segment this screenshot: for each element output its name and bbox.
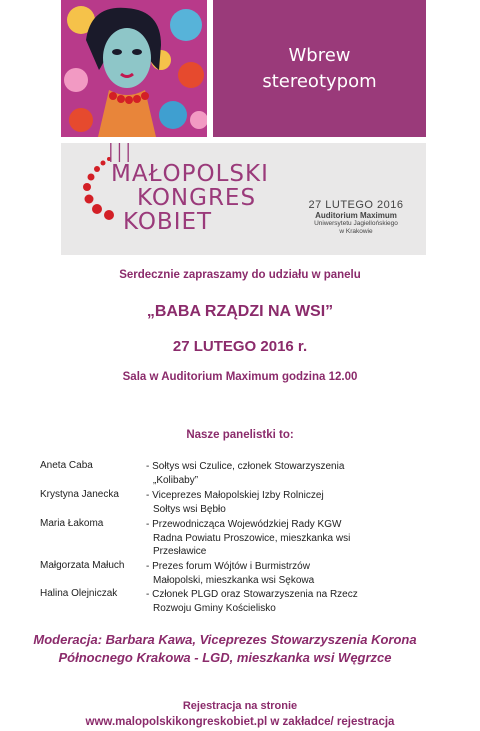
panelist-role-line: „Kolibaby” — [153, 474, 199, 486]
congress-venue: Auditorium Maximum — [315, 211, 397, 220]
panelist-name: Halina Olejniczak — [40, 588, 118, 599]
moderation-line-2: Północnego Krakowa - LGD, mieszkanka wsi Węgrzce — [58, 650, 392, 665]
panelist-role-line: - Przewodnicząca Wojewódzkiej Rady KGW — [146, 519, 342, 530]
panelist-role-line: - Viceprezes Małopolskiej Izby Rolniczej — [146, 490, 324, 501]
registration-label: Rejestracja na stronie — [182, 700, 298, 712]
slogan-line-2: stereotypom — [262, 70, 377, 92]
congress-name-line-3: KOBIET — [123, 209, 213, 235]
panelist-role — [146, 489, 324, 516]
registration-link[interactable]: www.malopolskikongreskobiet.pl w zakładce/ rejestracja — [85, 716, 395, 728]
panelists-heading: Nasze panelistki to: — [186, 429, 294, 441]
venue-line: Sala w Auditorium Maximum godzina 12.00 — [122, 371, 358, 383]
invitation-text: Serdecznie zapraszamy do udziału w panelu — [119, 269, 361, 281]
portrait-illustration — [61, 0, 207, 137]
panelist-role-line: - Członek PLGD oraz Stowarzyszenia na Rzecz — [146, 589, 358, 600]
congress-name-line-2: KONGRES — [137, 185, 257, 211]
panelist-role — [146, 518, 350, 559]
congress-city: w Krakowie — [339, 228, 373, 235]
panelist-name: Małgorzata Małuch — [40, 560, 125, 571]
panelist-role-line: Radna Powiatu Proszowice, mieszkanka wsi — [153, 532, 351, 544]
panelist-name: Maria Łakoma — [40, 518, 104, 529]
panelist-role-line: Przesławice — [153, 546, 207, 557]
panelist-role-line: Sołtys wsi Bębło — [153, 503, 226, 515]
panelist-role-line: - Prezes forum Wójtów i Burmistrzów — [146, 561, 310, 572]
panel-title: „BABA RZĄDZI NA WSI” — [146, 303, 334, 320]
event-date: 27 LUTEGO 2016 r. — [172, 338, 308, 355]
woman-portrait-image — [61, 0, 207, 137]
panelist-name: Aneta Caba — [40, 460, 93, 471]
congress-edition-numeral: III — [107, 139, 134, 169]
panelist-role — [146, 460, 344, 487]
congress-date-block — [291, 199, 421, 236]
panelist-role-line: Małopolski, mieszkanka wsi Sękowa — [153, 574, 315, 586]
panelist-role-line: Rozwoju Gminy Kościelisko — [153, 602, 276, 614]
moderation-line-1: Moderacja: Barbara Kawa, Viceprezes Stowarzyszenia Korona — [33, 632, 417, 647]
congress-university: Uniwersytetu Jagiellońskiego — [314, 220, 398, 227]
congress-name-line-1: MAŁOPOLSKI — [111, 161, 269, 187]
slogan-line-1: Wbrew — [288, 44, 351, 66]
moderation-note — [0, 631, 450, 667]
slogan-banner — [213, 0, 426, 137]
panelist-role — [146, 560, 314, 587]
panelist-role-line: - Sołtys wsi Czulice, członek Stowarzyszenia — [146, 461, 345, 472]
congress-logo-band — [61, 139, 426, 255]
panelist-role — [146, 588, 358, 615]
congress-date: 27 LUTEGO 2016 — [308, 199, 404, 211]
panelist-name: Krystyna Janecka — [40, 489, 119, 500]
